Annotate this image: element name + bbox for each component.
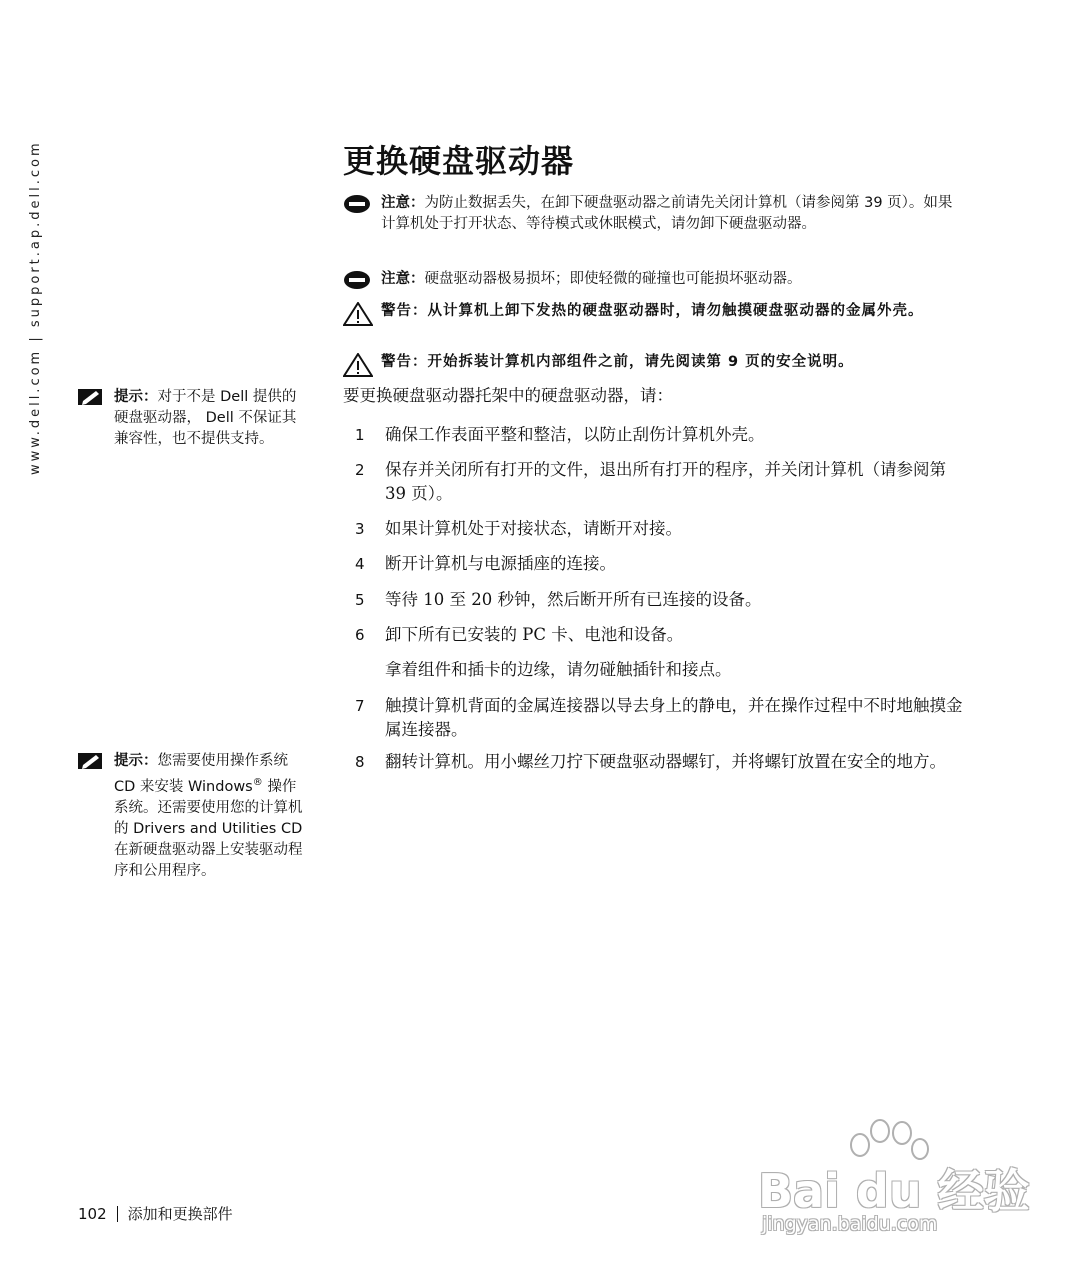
tip-label: 提示： [114,389,158,405]
pencil-icon [78,387,114,450]
tip-os-cd [78,751,310,882]
page-number: 102 [78,1204,107,1223]
tip-text: 您需要使用操作系统 CD 来安装 Windows [114,753,288,795]
footer-divider [117,1206,118,1222]
side-url: www.dell.com | support.ap.dell.com [28,140,43,475]
step-text: 触摸计算机背面的金属连接器以导去身上的静电，并在操作过程中不时地触摸金属连接器。 [385,696,963,739]
warning-label: 警告： [381,303,428,319]
page-footer [78,1203,233,1224]
step-text: 保存并关闭所有打开的文件，退出所有打开的程序，并关闭计算机（请参阅第 39 页）。 [385,460,946,503]
section-name: 添加和更换部件 [127,1205,233,1223]
step-number: 4 [355,555,365,573]
step-number: 2 [355,461,365,479]
step-item [355,517,965,541]
watermark-logo: Bai du 经验 [758,1164,1030,1218]
step-item [355,623,965,647]
step-text: 断开计算机与电源插座的连接。 [385,554,616,573]
notice-data-loss [343,193,963,235]
step-text: 卸下所有已安装的 PC 卡、电池和设备。 [385,625,684,644]
step-number: 7 [355,697,365,715]
warning-safety [343,352,963,384]
tip-text-cont: 操作系统。还需要使用您的计算机的 Drivers and Utilities CD 在新硬盘驱动器上安装驱动程序和公用程序。 [114,778,303,879]
warning-label: 警告： [381,354,428,370]
step-item [355,423,965,447]
notice-text: 为防止数据丢失，在卸下硬盘驱动器之前请先关闭计算机（请参阅第 39 页）。如果计算机处于打开状态、等待模式或休眠模式，请勿卸下硬盘驱动器。 [381,195,953,232]
registered-mark: ® [252,777,263,788]
step-item [355,588,965,612]
notice-label: 注意： [381,271,425,287]
step-text: 翻转计算机。用小螺丝刀拧下硬盘驱动器螺钉，并将螺钉放置在安全的地方。 [385,752,946,771]
step-number: 6 [355,626,365,644]
warning-text: 从计算机上卸下发热的硬盘驱动器时，请勿触摸硬盘驱动器的金属外壳。 [427,303,924,319]
watermark [740,1115,1030,1245]
step-number: 1 [355,426,365,444]
step-number: 3 [355,520,365,538]
notice-icon [343,269,381,297]
warning-hot-drive [343,301,963,333]
step-item [355,552,965,576]
pencil-icon [78,751,114,882]
tip-text: 对于不是 Dell 提供的硬盘驱动器， Dell 不保证其兼容性，也不提供支持。 [114,389,297,447]
warning-text: 开始拆装计算机内部组件之前，请先阅读第 9 页的安全说明。 [427,354,854,370]
tip-dell-drive [78,387,310,450]
watermark-url: jingyan.baidu.com [762,1213,938,1235]
step-item [355,694,965,742]
tip-label: 提示： [114,753,158,769]
notice-text: 硬盘驱动器极易损坏；即使轻微的碰撞也可能损坏驱动器。 [424,271,802,287]
notice-icon [343,193,381,221]
step-6-note: 拿着组件和插卡的边缘，请勿碰触插针和接点。 [385,660,732,679]
step-number: 5 [355,591,365,609]
notice-label: 注意： [381,195,425,211]
warning-icon [343,301,381,333]
step-text: 如果计算机处于对接状态，请断开对接。 [385,519,682,538]
step-number: 8 [355,753,365,771]
notice-fragile [343,269,963,297]
step-text: 确保工作表面平整和整洁，以防止刮伤计算机外壳。 [385,425,765,444]
step-text: 等待 10 至 20 秒钟，然后断开所有已连接的设备。 [385,590,762,609]
step-item [355,750,965,774]
page-title: 更换硬盘驱动器 [343,142,575,180]
warning-icon [343,352,381,384]
intro-text: 要更换硬盘驱动器托架中的硬盘驱动器，请： [343,386,673,405]
step-item [355,458,965,506]
